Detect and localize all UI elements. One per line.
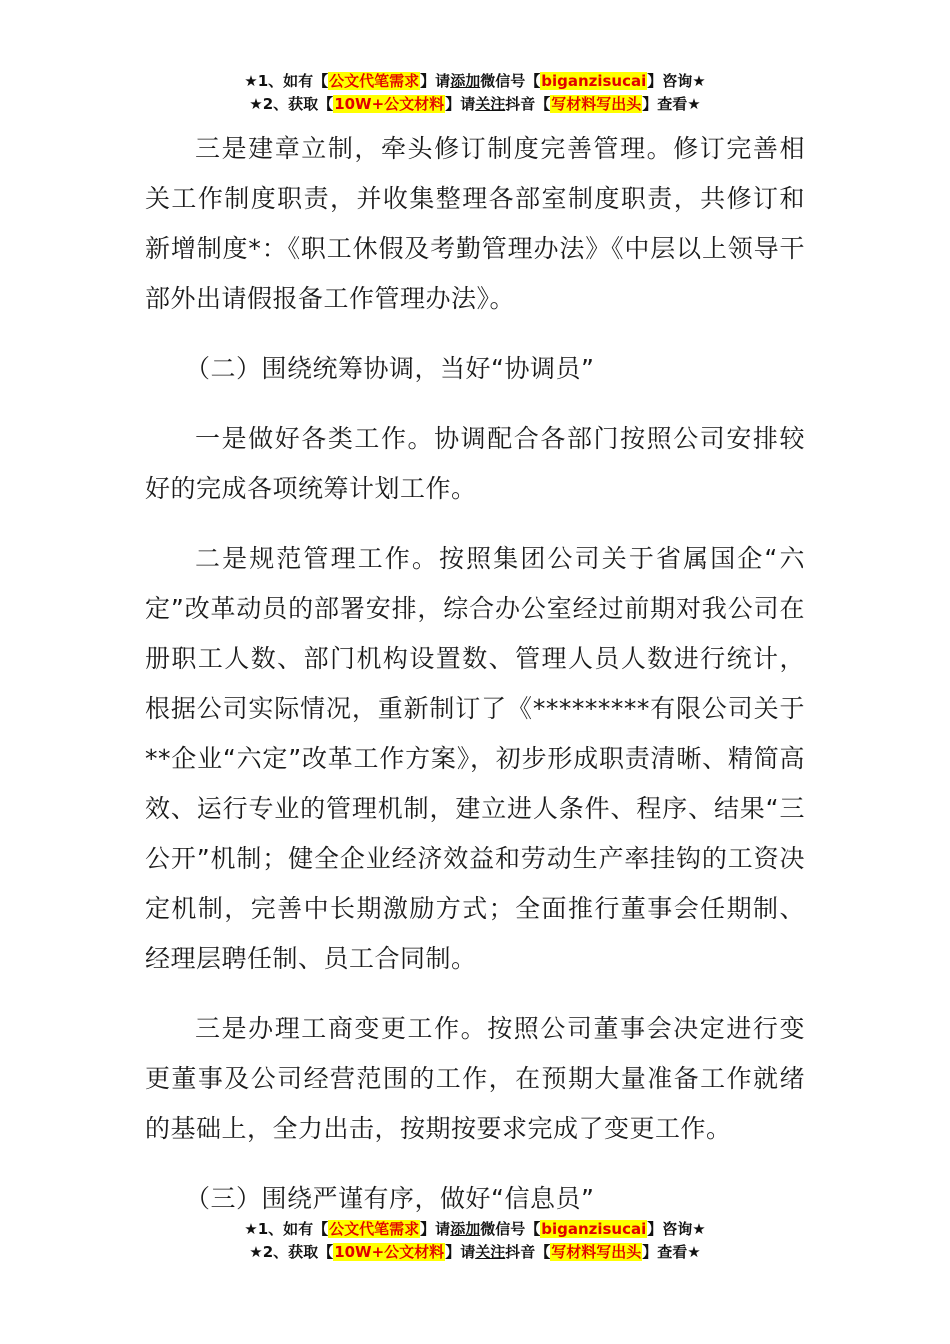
banner-text: ★2、获取【 xyxy=(249,95,334,113)
banner-text: 】咨询★ xyxy=(647,72,706,90)
banner-line-1 xyxy=(0,70,950,93)
banner-text: 】查看★ xyxy=(642,95,701,113)
banner-text: 抖音【 xyxy=(505,1243,551,1261)
banner-underlined: 添加 xyxy=(450,72,481,90)
document-body xyxy=(145,124,805,1244)
banner-text: 】请 xyxy=(420,1220,451,1238)
banner-highlight: biganzisucai xyxy=(541,72,647,90)
paragraph: 三是建章立制，牵头修订制度完善管理。修订完善相关工作制度职责，并收集整理各部室制度职责，共修订和新增制度*：《职工休假及考勤管理办法》《中层以上领导干部外出请假报备工作管理办法》。 xyxy=(145,134,805,313)
banner-underlined: 关注 xyxy=(475,1243,506,1261)
banner-line-1 xyxy=(0,1218,950,1241)
banner-highlight: 10W+公文材料 xyxy=(334,95,445,113)
top-banner xyxy=(0,70,950,116)
banner-highlight: 公文代笔需求 xyxy=(329,1220,420,1238)
banner-text: ★1、如有【 xyxy=(244,1220,329,1238)
banner-text: 】咨询★ xyxy=(647,1220,706,1238)
banner-line-2 xyxy=(0,1241,950,1264)
banner-text: ★1、如有【 xyxy=(244,72,329,90)
banner-text: 微信号【 xyxy=(480,1220,541,1238)
banner-highlight: 10W+公文材料 xyxy=(334,1243,445,1261)
banner-text: 】请 xyxy=(420,72,451,90)
banner-highlight: 写材料写出头 xyxy=(551,1243,642,1261)
banner-underlined: 添加 xyxy=(450,1220,481,1238)
paragraph: 二是规范管理工作。按照集团公司关于省属国企“六定”改革动员的部署安排，综合办公室经过前期对我公司在册职工人数、部门机构设置数、管理人员人数进行统计，根据公司实际情况，重新制订了《*********有限公司关于**企业“六定”改革工作方案》，初步形成职责清晰、精简高效、运行专业的管理机制，建立进人条件、程序、结果“三公开”机制；健全企业经济效益和劳动生产率挂钩的工资决定机制，完善中长期激励方式；全面推行董事会任期制、经理层聘任制、员工合同制。 xyxy=(145,544,805,973)
banner-text: 】请 xyxy=(445,1243,476,1261)
section-heading: （二）围绕统筹协调，当好“协调员” xyxy=(185,354,595,383)
banner-text: 】请 xyxy=(445,95,476,113)
paragraph: 三是办理工商变更工作。按照公司董事会决定进行变更董事及公司经营范围的工作，在预期大量准备工作就绪的基础上，全力出击，按期按要求完成了变更工作。 xyxy=(145,1014,805,1143)
section-heading: （三）围绕严谨有序，做好“信息员” xyxy=(185,1184,595,1213)
banner-line-2 xyxy=(0,93,950,116)
banner-highlight: 写材料写出头 xyxy=(551,95,642,113)
banner-text: 微信号【 xyxy=(480,72,541,90)
paragraph: 一是做好各类工作。协调配合各部门按照公司安排较好的完成各项统筹计划工作。 xyxy=(145,424,805,503)
banner-highlight: 公文代笔需求 xyxy=(329,72,420,90)
banner-text: 抖音【 xyxy=(505,95,551,113)
banner-text: ★2、获取【 xyxy=(249,1243,334,1261)
bottom-banner xyxy=(0,1218,950,1264)
banner-highlight: biganzisucai xyxy=(541,1220,647,1238)
banner-underlined: 关注 xyxy=(475,95,506,113)
banner-text: 】查看★ xyxy=(642,1243,701,1261)
